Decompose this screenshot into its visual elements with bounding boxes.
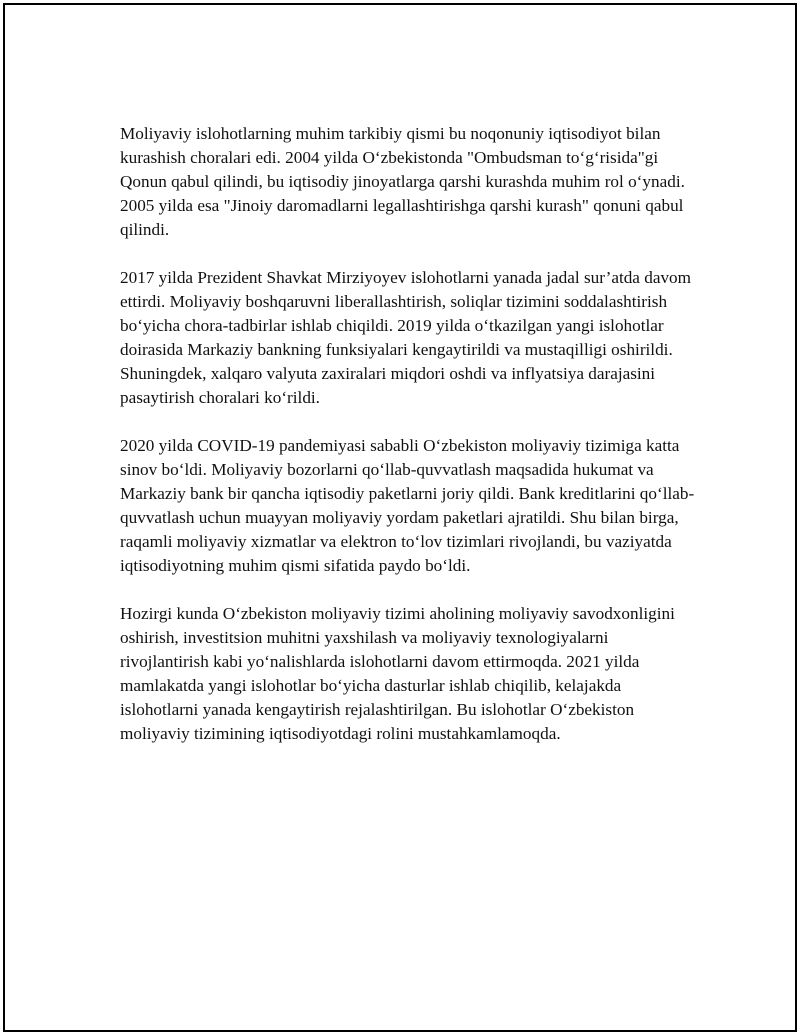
document-page <box>3 3 797 1032</box>
document-body <box>120 122 695 746</box>
paragraph-2: 2017 yilda Prezident Shavkat Mirziyoyev islohotlarni yanada jadal sur’atda davom ettirdi. Moliyaviy boshqaruvni liberallashtirish, soliqlar tizimini soddalashtirish bo‘yicha chora-tadbirlar ishlab chiqildi. 2019 yilda o‘tkazilgan yangi islohotlar doirasida Markaziy bankning funksiyalari kengaytirildi va mustaqilligi oshirildi. Shuningdek, xalqaro valyuta zaxiralari miqdori oshdi va inflyatsiya darajasini pasaytirish choralari ko‘rildi. <box>120 268 692 407</box>
paragraph-3: 2020 yilda COVID-19 pandemiyasi sababli O‘zbekiston moliyaviy tizimiga katta sinov bo‘ldi. Moliyaviy bozorlarni qo‘llab-quvvatlash maqsadida hukumat va Markaziy bank bir qancha iqtisodiy paketlarni joriy qildi. Bank kreditlarini qo‘llab-quvvatlash uchun muayyan moliyaviy yordam paketlari ajratildi. Shu bilan birga, raqamli moliyaviy xizmatlar va elektron to‘lov tizimlari rivojlandi, bu vaziyatda iqtisodiyotning muhim qismi sifatida paydo bo‘ldi. <box>120 436 695 575</box>
paragraph-4: Hozirgi kunda O‘zbekiston moliyaviy tizimi aholining moliyaviy savodxonligini oshirish, investitsion muhitni yaxshilash va moliyaviy texnologiyalarni rivojlantirish kabi yo‘nalishlarda islohotlarni davom ettirmoqda. 2021 yilda mamlakatda yangi islohotlar bo‘yicha dasturlar ishlab chiqilib, kelajakda islohotlarni yanada kengaytirish rejalashtirilgan. Bu islohotlar O‘zbekiston moliyaviy tizimining iqtisodiyotdagi rolini mustahkamlamoqda. <box>120 604 675 743</box>
paragraph-1: Moliyaviy islohotlarning muhim tarkibiy qismi bu noqonuniy iqtisodiyot bilan kurashish choralari edi. 2004 yilda O‘zbekistonda "Ombudsman to‘g‘risida"gi Qonun qabul qilindi, bu iqtisodiy jinoyatlarga qarshi kurashda muhim rol o‘ynadi. 2005 yilda esa "Jinoiy daromadlarni legallashtirishga qarshi kurash" qonuni qabul qilindi. <box>120 124 685 239</box>
